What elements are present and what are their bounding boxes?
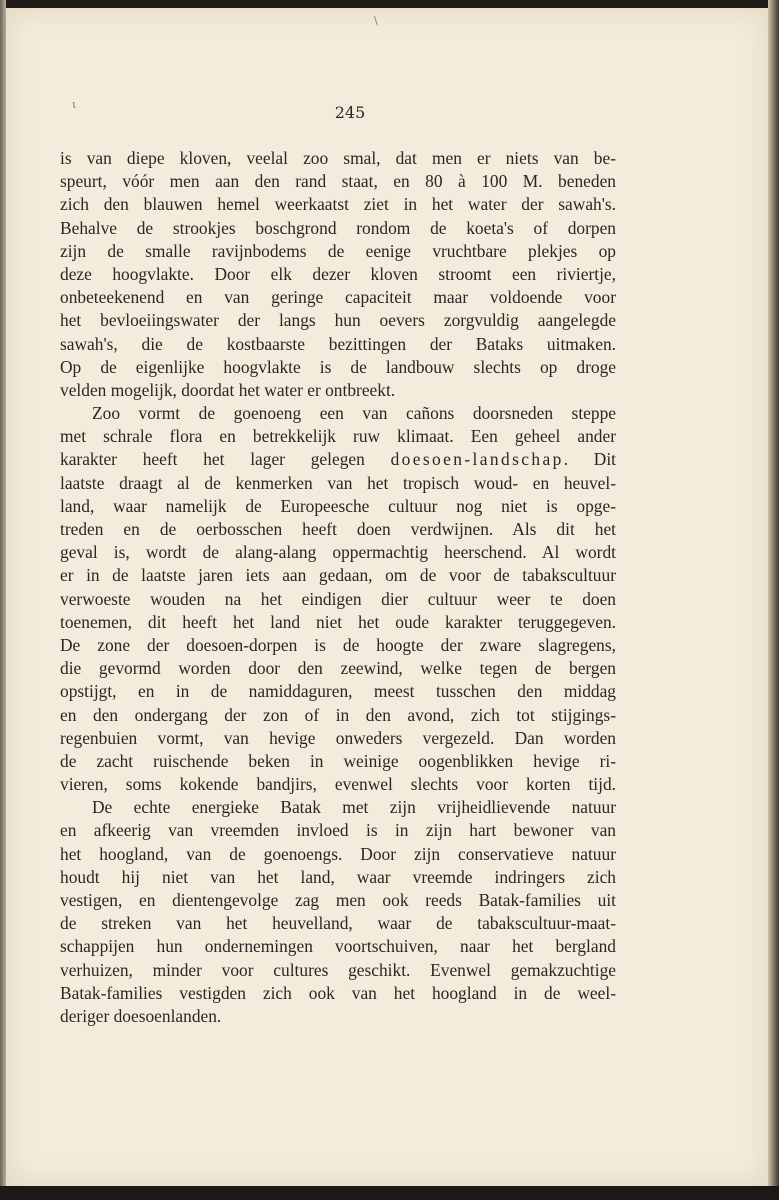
- text-line: de streken van het heuvelland, waar de tabakscultuur-maat-: [60, 913, 616, 934]
- paper-speck: ι: [72, 98, 77, 111]
- text-line: land, waar namelijk de Europeesche cultuur nog niet is opge-: [60, 495, 616, 516]
- text-line: laatste draagt al de kenmerken van het tropisch woud- en heuvel-: [60, 472, 616, 493]
- text-line: de zacht ruischende beken in weinige oogenblikken hevige ri-: [60, 750, 616, 771]
- body-text: [60, 147, 616, 1028]
- text-line: het bevloeiingswater der langs hun oevers zorgvuldig aangelegde: [60, 310, 616, 331]
- text-line: velden mogelijk, doordat het water er ontbreekt.: [60, 379, 396, 400]
- text-line: en afkeerig van vreemden invloed is in zijn hart bewoner van: [60, 820, 616, 841]
- text-line: geval is, wordt de alang-alang oppermachtig heerschend. Al wordt: [60, 542, 616, 563]
- text-fragment: karakter heeft het lager gelegen: [60, 449, 391, 470]
- text-line: sawah's, die de kostbaarste bezittingen der Bataks uitmaken.: [60, 333, 616, 354]
- text-line: treden en de oerbosschen heeft doen verdwijnen. Als dit het: [60, 519, 616, 539]
- text-line: zijn de smalle ravijnbodems de eenige vruchtbare plekjes op: [60, 240, 616, 261]
- paper-speck: \: [374, 14, 378, 27]
- text-line: Behalve de strookjes boschgrond rondom de koeta's of dorpen: [60, 217, 616, 238]
- text-line: speurt, vóór men aan den rand staat, en 80 à 100 M. beneden: [60, 171, 616, 192]
- text-line: Op de eigenlijke hoogvlakte is de landbouw slechts op droge: [60, 356, 616, 377]
- text-line: Zoo vormt de goenoeng een van cañons doorsneden steppe: [92, 403, 616, 424]
- text-line: toenemen, dit heeft het land niet het oude karakter teruggegeven.: [60, 611, 616, 632]
- text-line: vestigen, en dientengevolge zag men ook reeds Batak-families uit: [60, 890, 616, 910]
- text-line: zich den blauwen hemel weerkaatst ziet in het water der sawah's.: [60, 194, 616, 215]
- text-line: met schrale flora en betrekkelijk ruw klimaat. Een geheel ander: [60, 426, 616, 447]
- paragraph-1: [60, 147, 616, 402]
- text-fragment: . Dit: [563, 449, 617, 470]
- text-line: De zone der doesoen-dorpen is de hoogte der zware slagregens,: [60, 634, 616, 655]
- text-line: opstijgt, en in de namiddaguren, meest tusschen den middag: [60, 681, 616, 702]
- paragraph-2: [60, 402, 616, 796]
- text-line: verhuizen, minder voor cultures geschikt. Evenwel gemakzuchtige: [60, 959, 616, 980]
- spaced-term: doesoen-landschap: [390, 449, 564, 470]
- text-line: vieren, soms kokende bandjirs, evenwel slechts voor korten tijd.: [60, 774, 616, 795]
- text-line: De echte energieke Batak met zijn vrijheidlievende natuur: [92, 797, 616, 818]
- text-line: regenbuien vormt, van hevige onweders vergezeld. Dan worden: [60, 727, 616, 748]
- text-line: deriger doesoenlanden.: [60, 1005, 222, 1026]
- text-line: schappijen hun ondernemingen voortschuiven, naar het bergland: [60, 936, 616, 957]
- paragraph-3: [60, 796, 616, 1028]
- text-line: houdt hij niet van het land, waar vreemde indringers zich: [60, 866, 616, 887]
- text-line: en den ondergang der zon of in den avond, zich tot stijgings-: [60, 704, 616, 725]
- text-line: verwoeste wouden na het eindigen dier cultuur weer te doen: [60, 588, 616, 609]
- page-edge-bottom: [0, 1186, 779, 1200]
- text-line: er in de laatste jaren iets aan gedaan, om de voor de tabakscultuur: [60, 565, 616, 586]
- page-edge-right: [768, 0, 779, 1200]
- text-line: Batak-families vestigden zich ook van het hoogland in de weel-: [60, 982, 616, 1003]
- text-line: het hoogland, van de goenoengs. Door zijn conservatieve natuur: [60, 843, 616, 864]
- text-line: deze hoogvlakte. Door elk dezer kloven stroomt een riviertje,: [60, 263, 616, 284]
- text-line-with-spaced-term: [60, 448, 616, 471]
- page-number: 245: [334, 103, 366, 122]
- text-line: die gevormd worden door den zeewind, welke tegen de bergen: [60, 658, 616, 679]
- text-line: onbeteekenend en van geringe capaciteit maar voldoende voor: [60, 287, 616, 308]
- text-line: is van diepe kloven, veelal zoo smal, dat men er niets van be-: [60, 148, 616, 168]
